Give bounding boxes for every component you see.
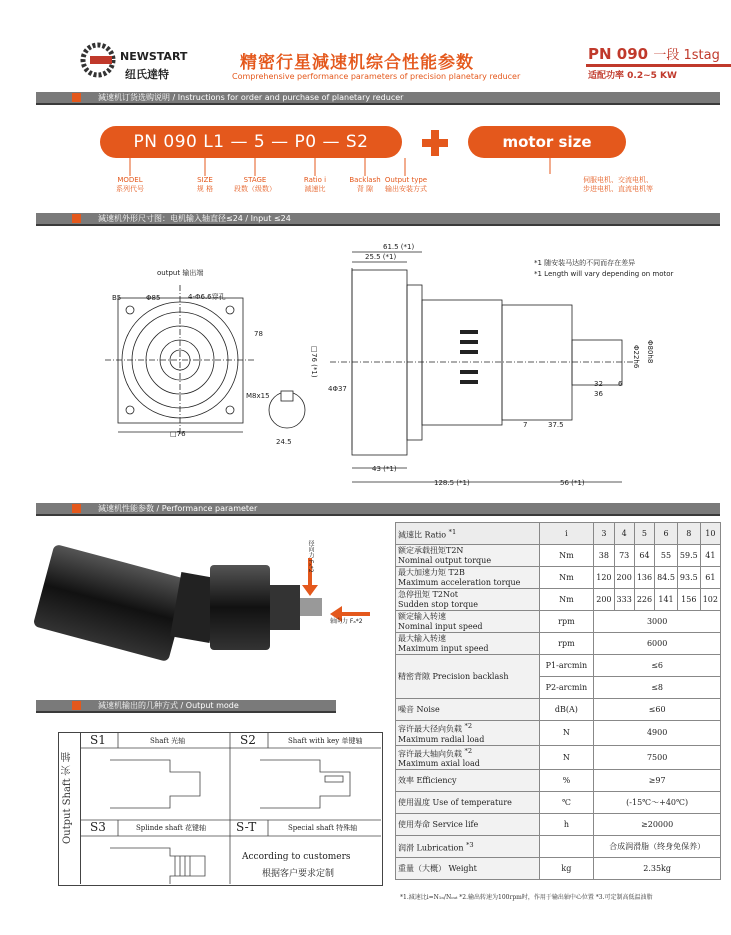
- custom-cn: 根据客户要求定制: [262, 869, 335, 879]
- table-footnote: *1.減速比i=N₁ₙ/Nₒᵤₜ *2.输出转速为100rpm时，作用于输出轴中心位置 *3.可定制高低温油脂: [400, 894, 653, 901]
- dim-7: 7: [523, 421, 528, 429]
- section-bar-output: [36, 700, 336, 713]
- bullet-icon: [72, 701, 81, 710]
- mode-st-desc: Special shaft 特殊轴: [288, 824, 358, 832]
- table-row: 最大输入转速 Maximum input speed rpm 6000: [396, 633, 721, 655]
- output-end-label: output 输出端: [157, 269, 204, 277]
- page-title: 精密行星減速机综合性能参数: [240, 53, 474, 73]
- model-prefix: PN: [588, 45, 612, 63]
- performance-table: [395, 522, 721, 880]
- ratio-5: 5: [634, 523, 654, 545]
- mode-st: S-T: [236, 820, 257, 834]
- dim-43: 43 (*1): [372, 465, 397, 473]
- label-stage: STAGE 段数（级数）: [234, 176, 276, 193]
- section-bar-perf: [36, 503, 720, 516]
- dim-78: 78: [254, 330, 263, 338]
- label-model: MODEL 系列代号: [116, 176, 144, 193]
- model-stage: 一段 1stag: [653, 48, 720, 63]
- ratio-8: 8: [677, 523, 700, 545]
- dim-d80: Φ80h8: [646, 340, 654, 364]
- section-bar-order: [36, 92, 720, 105]
- section-title: 減速机外形尺寸图：电机输入轴直径≤24 / Input ≤24: [98, 214, 291, 223]
- dim-37-5: 37.5: [548, 421, 564, 429]
- table-row: 使用温度 Use of temperature ℃ (-15℃～+40℃): [396, 792, 721, 814]
- ratio-unit: i: [539, 523, 594, 545]
- table-row: P2-arcmin ≤8: [396, 677, 721, 699]
- mode-s1: S1: [90, 733, 106, 747]
- bullet-icon: [72, 214, 81, 223]
- dim-d22: Φ22h6: [632, 345, 640, 369]
- dim-6: 6: [618, 380, 623, 388]
- radial-force-label: 径向力 Fₐ*2: [307, 540, 314, 573]
- label-backlash: Backlash 背 隙: [349, 176, 381, 193]
- table-row: 润滑 Lubrication $^{*3}$ 合成润滑脂（终身免保养）: [396, 836, 721, 858]
- bullet-icon: [72, 93, 81, 102]
- table-row: 急停扭矩 T2Not Sudden stop torque Nm 200 333 226 141 156 102: [396, 589, 721, 611]
- dim-b5: B5: [112, 294, 122, 302]
- brand-name-cn: 纽氏達特: [125, 68, 169, 81]
- mode-s1-desc: Shaft 光轴: [150, 737, 186, 745]
- mode-s2-desc: Shaft with key 单键轴: [288, 737, 363, 745]
- label-output-type: Output type 输出安装方式: [384, 176, 428, 193]
- model-size: 090: [616, 45, 649, 63]
- label-ratio: Ratio i 減速比: [303, 176, 327, 193]
- table-row: 重量（大概） Weight kg 2.35kg: [396, 858, 721, 880]
- product-photo: [30, 520, 390, 690]
- table-row: 容许最大径向负载 $^{*2}$ Maximum radial load N 4900: [396, 721, 721, 746]
- ratio-4: 4: [614, 523, 634, 545]
- dim-m8: M8x15: [246, 392, 270, 400]
- ratio-10: 10: [700, 523, 720, 545]
- section-title: 減速机性能参数 / Performance parameter: [98, 504, 258, 513]
- dim-128-5: 128.5 (*1): [434, 479, 470, 487]
- plus-icon: [422, 130, 448, 156]
- dim-32: 32: [594, 380, 603, 388]
- front-view-drawing: [100, 280, 270, 450]
- dim-square: □76: [170, 430, 186, 438]
- dim-61-5: 61.5 (*1): [383, 243, 415, 251]
- mode-s3: S3: [90, 820, 106, 834]
- dim-square-side: □76 (*1): [310, 345, 318, 378]
- order-code: PN 090 L1 — 5 — P0 — S2: [100, 126, 402, 158]
- dim-4d37: 4Φ37: [328, 385, 347, 393]
- dim-36: 36: [594, 390, 603, 398]
- dim-56: 56 (*1): [560, 479, 585, 487]
- dim-25-5: 25.5 (*1): [365, 253, 397, 261]
- output-shaft-label: Output Shaft 实 轴: [58, 732, 81, 884]
- motor-size-pill: motor size: [468, 126, 626, 158]
- ratio-6: 6: [655, 523, 678, 545]
- label-motor-types: 伺服电机、交流电机、 步进电机、直流电机等: [583, 176, 653, 193]
- table-row: 精密背隙 Precision backlash P1-arcmin ≤6: [396, 655, 721, 677]
- table-row: 额定承载扭矩T2N Nominal output torque Nm 38 73 64 55 59.5 41: [396, 545, 721, 567]
- table-row: 使用寿命 Service life h ≥20000: [396, 814, 721, 836]
- side-view-drawing: [320, 240, 640, 490]
- dim-24-5: 24.5: [276, 438, 292, 446]
- axial-force-label: 轴向力 Fₐ*2: [330, 618, 363, 625]
- label-size: SIZE 规 格: [196, 176, 214, 193]
- code-connectors: [90, 158, 430, 178]
- page-subtitle: Comprehensive performance parameters of precision planetary reducer: [232, 72, 521, 81]
- section-title: 減速机订货选购说明 / Instructions for order and purchase of planetary reducer: [98, 93, 404, 102]
- table-row: 额定输入转速 Nominal input speed rpm 3000: [396, 611, 721, 633]
- model-rule: [586, 64, 731, 67]
- table-row: 噪音 Noise dB(A) ≤60: [396, 699, 721, 721]
- length-note-en: *1 Length will vary depending on motor: [534, 270, 674, 278]
- custom-en: According to customers: [242, 852, 351, 862]
- section-title: 減速机输出的几种方式 / Output mode: [98, 701, 239, 710]
- dim-d85: Φ85: [146, 294, 161, 302]
- ratio-header: 減速比 Ratio $^{*1}$: [396, 523, 540, 545]
- brand-name: NEWSTART: [120, 50, 188, 63]
- table-row: 容许最大轴向负载 $^{*2}$ Maximum axial load N 7500: [396, 745, 721, 770]
- mode-s2: S2: [240, 733, 256, 747]
- bullet-icon: [72, 504, 81, 513]
- table-row: 效率 Efficiency % ≥97: [396, 770, 721, 792]
- model-heading: [588, 44, 720, 63]
- motor-connector: [540, 158, 560, 176]
- length-note-cn: *1 随安装马达的不同而存在差异: [534, 259, 636, 267]
- ratio-3: 3: [594, 523, 614, 545]
- dim-holes: 4-Φ6.6穿孔: [188, 293, 226, 301]
- section-bar-dims: [36, 213, 720, 226]
- power-range: 适配功率 0.2~5 KW: [588, 71, 677, 81]
- mode-s3-desc: Splinde shaft 花键轴: [136, 824, 207, 832]
- table-row: 最大加速力矩 T2B Maximum acceleration torque Nm 120 200 136 84.5 93.5 61: [396, 567, 721, 589]
- table-header-row: [396, 523, 721, 545]
